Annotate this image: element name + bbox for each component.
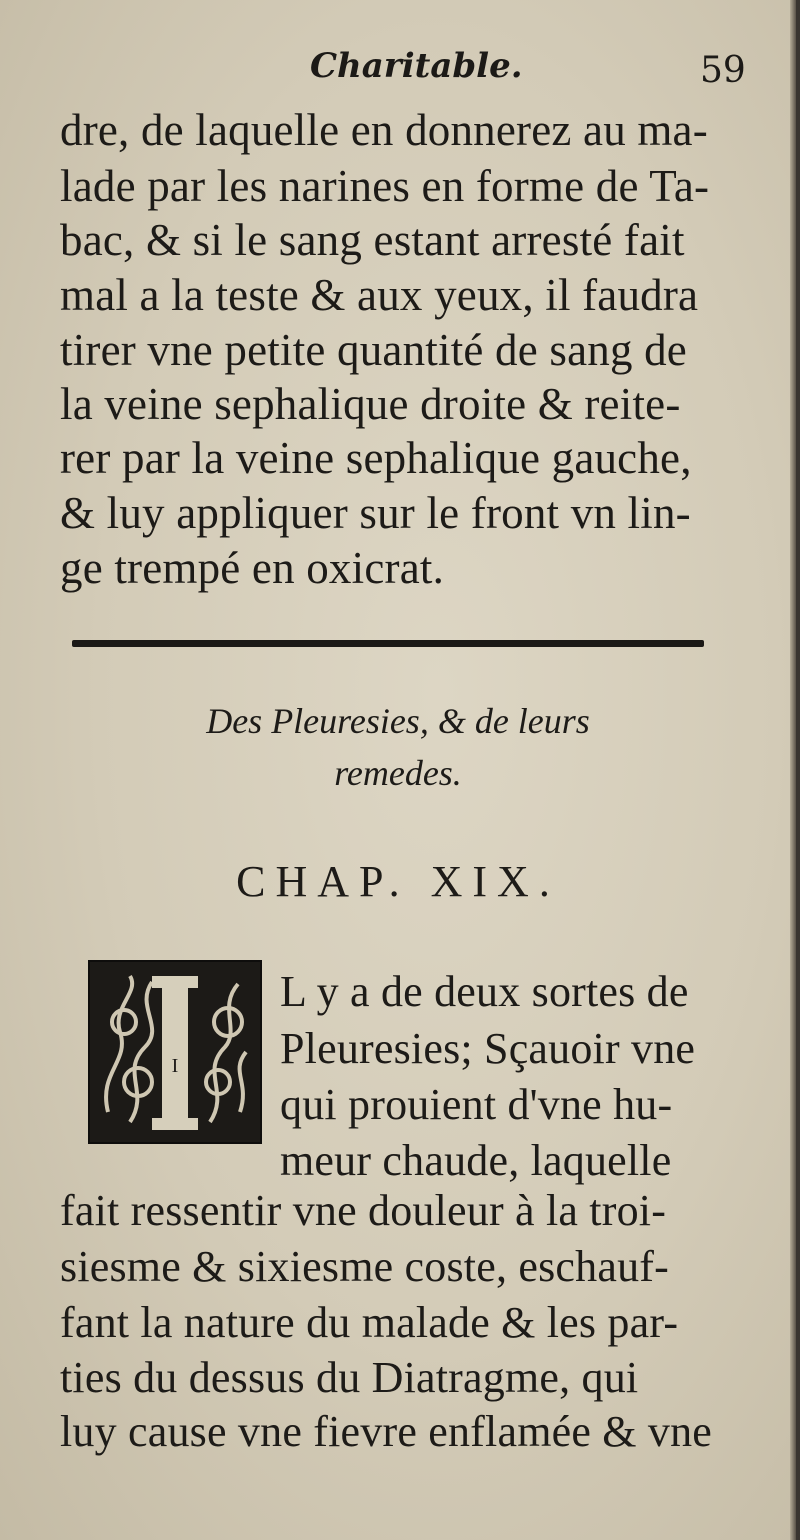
text-line: ge trempé en oxicrat.	[60, 543, 445, 593]
text-line: siesme & sixiesme coste, eschauf-	[60, 1242, 669, 1291]
text-line: ties du dessus du Diatragme, qui	[60, 1353, 639, 1402]
text-line: luy cause vne fievre enflamée & vne	[60, 1407, 713, 1456]
running-title: Charitable.	[310, 46, 523, 86]
ornamented-drop-cap-icon	[88, 960, 262, 1144]
section-title-line-1: Des Pleuresies, & de leurs	[206, 701, 590, 741]
text-line: qui prouient d'vne hu-	[280, 1080, 673, 1129]
chapter-heading: CHAP. XIX.	[236, 857, 560, 906]
drop-cap-ornament	[90, 962, 260, 1142]
page-header	[0, 40, 796, 100]
text-line: lade par les narines en forme de Ta-	[60, 161, 710, 211]
text-line: meur chaude, laquelle	[280, 1136, 672, 1185]
text-line: bac, & si le sang estant arresté fait	[60, 215, 685, 265]
text-line: dre, de laquelle en donnerez au ma-	[60, 105, 708, 155]
text-line: & luy appliquer sur le front vn lin-	[60, 488, 691, 538]
text-line: mal a la teste & aux yeux, il faudra	[60, 270, 699, 320]
drop-cap-letter: I	[171, 1055, 179, 1077]
text-line: tirer vne petite quantité de sang de	[60, 325, 687, 375]
page-number: 59	[700, 50, 746, 91]
section-title-line-2: remedes.	[334, 753, 462, 793]
text-line: fait ressentir vne douleur à la troi-	[60, 1186, 667, 1235]
section-divider-rule	[72, 640, 704, 647]
text-line: Pleuresies; Sçauoir vne	[280, 1024, 696, 1073]
text-line: la veine sephalique droite & reite-	[60, 379, 681, 429]
text-line: L y a de deux sortes de	[280, 967, 689, 1016]
text-line: fant la nature du malade & les par-	[60, 1298, 679, 1347]
text-line: rer par la veine sephalique gauche,	[60, 433, 692, 483]
